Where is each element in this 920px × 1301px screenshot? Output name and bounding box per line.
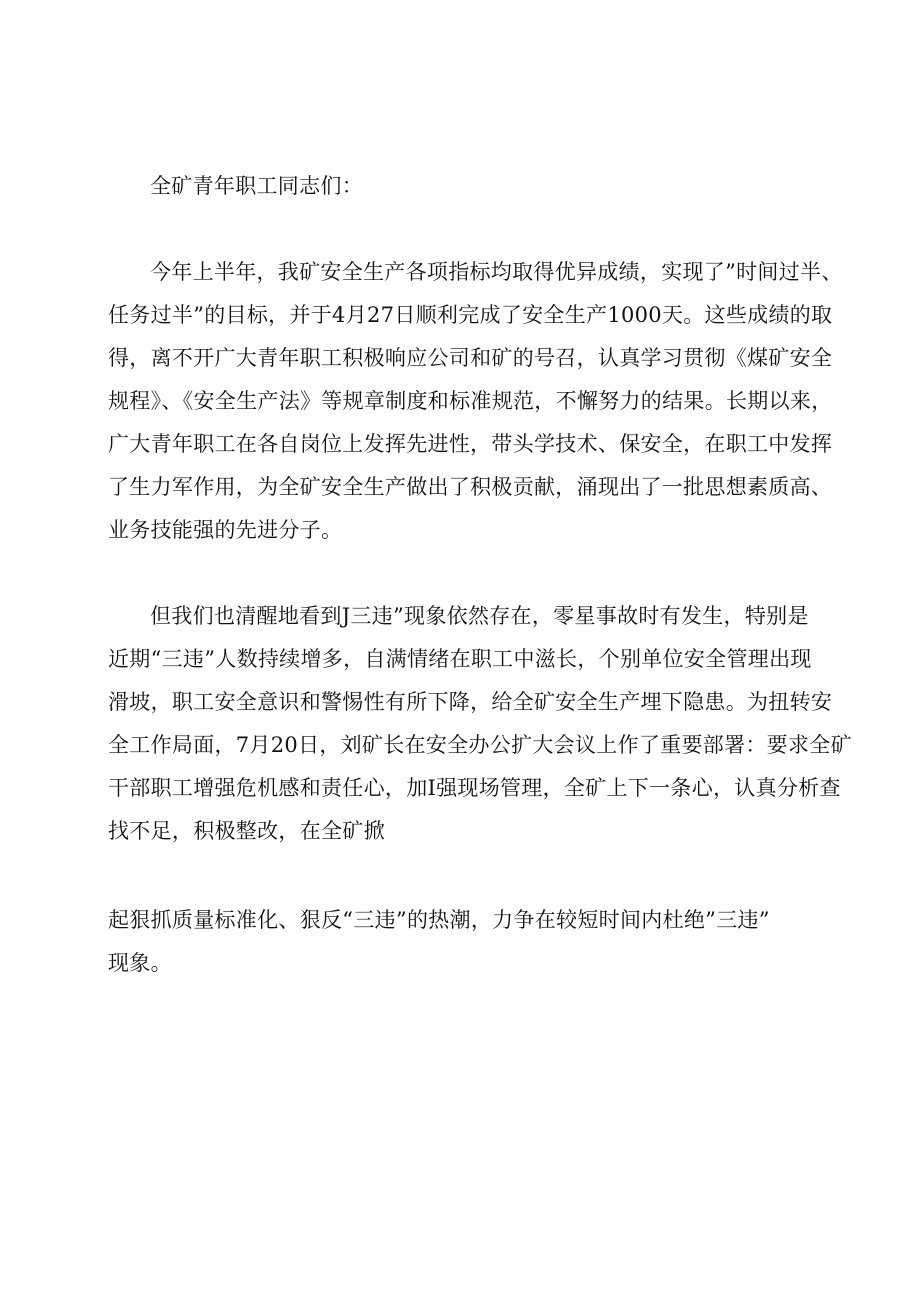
paragraph-1-line-1: 今年上半年，我矿安全生产各项指标均取得优异成绩，实现了”时间过半、 [150,260,843,284]
paragraph-2-line-5: 干部职工增强危机感和责任心，加I强现场管理，全矿上下一条心，认真分析查 [108,776,841,800]
paragraph-2-line-1: 但我们也清醒地看到J三违”现象依然存在，零星事故时有发生，特别是 [150,604,809,628]
paragraph-3-line-2: 现象。 [108,951,172,975]
paragraph-1-line-6: 了生力军作用，为全矿安全生产做出了积极贡献，涌现出了一批思想素质高、 [108,475,833,499]
paragraph-2-line-3: 滑坡，职工安全意识和警惕性有所下降，给全矿安全生产埋下隐患。为扭转安 [108,690,833,714]
paragraph-2-line-2: 近期“三违”人数持续增多，自满情绪在职工中滋长，个别单位安全管理出现 [108,647,812,671]
paragraph-3-line-1: 起狠抓质量标准化、狠反“三违”的热潮，力争在较短时间内杜绝”三违” [108,908,770,932]
paragraph-2-line-4: 全工作局面，7月20日，刘矿长在安全办公扩大会议上作了重要部署：要求全矿 [108,733,852,757]
paragraph-1-line-7: 业务技能强的先进分子。 [108,518,343,542]
paragraph-1-line-4: 规程》、《安全生产法》等规章制度和标准规范，不懈努力的结果。长期以来， [108,389,833,413]
paragraph-1-line-5: 广大青年职工在各自岗位上发挥先进性，带头学技术、保安全，在职工中发挥 [108,432,833,456]
salutation: 全矿青年职工同志们： [150,174,363,198]
paragraph-2-line-6: 找不足，积极整改，在全矿掀 [108,819,385,843]
paragraph-1-line-3: 得，离不开广大青年职工积极响应公司和矿的号召，认真学习贯彻《煤矿安全 [108,346,833,370]
paragraph-1-line-2: 任务过半”的目标，并于4月27日顺利完成了安全生产1000天。这些成绩的取 [108,303,833,327]
